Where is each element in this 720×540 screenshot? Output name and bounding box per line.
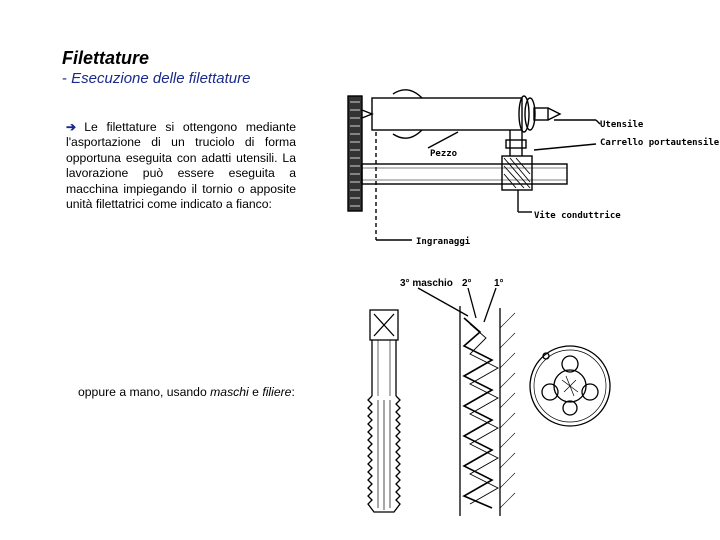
- manual-prefix: oppure a mano, usando: [78, 385, 211, 399]
- label-maschio2: 2°: [462, 278, 472, 289]
- lathe-diagram: [338, 88, 720, 253]
- lead-screw: [362, 164, 567, 184]
- label-maschio3: 3° maschio: [400, 278, 453, 289]
- taps-diagram: [360, 268, 620, 520]
- label-utensile: Utensile: [600, 120, 644, 130]
- label-vite: Vite conduttrice: [534, 211, 621, 221]
- term-maschi: maschi: [210, 385, 249, 399]
- manual-middle: e: [248, 385, 263, 399]
- right-arrow-icon: ➔: [66, 120, 77, 134]
- page-subtitle: [62, 70, 250, 87]
- lathe-chuck: [348, 96, 362, 211]
- subtitle-dash: -: [62, 70, 67, 87]
- label-ingranaggi: Ingranaggi: [416, 237, 471, 247]
- label-maschio1: 1°: [494, 278, 504, 289]
- label-pezzo: Pezzo: [430, 149, 458, 159]
- intro-paragraph: [66, 120, 296, 212]
- workpiece: [372, 98, 522, 130]
- page-title: Filettature: [62, 48, 150, 68]
- manual-suffix: :: [291, 385, 295, 399]
- intro-text: Le filettature si ottengono mediante l'asportazione di un truciolo di forma opportuna eseguita con adatti utensili. La lavorazione può essere eseguita a macchina impiegando il tornio o apposite unità filettatrici come indicato a fianco:: [66, 120, 296, 212]
- subtitle-text: Esecuzione delle filettature: [71, 70, 251, 87]
- manual-paragraph: [78, 385, 295, 399]
- label-carrello: Carrello portautensile: [600, 138, 720, 148]
- term-filiere: filiere: [262, 385, 292, 399]
